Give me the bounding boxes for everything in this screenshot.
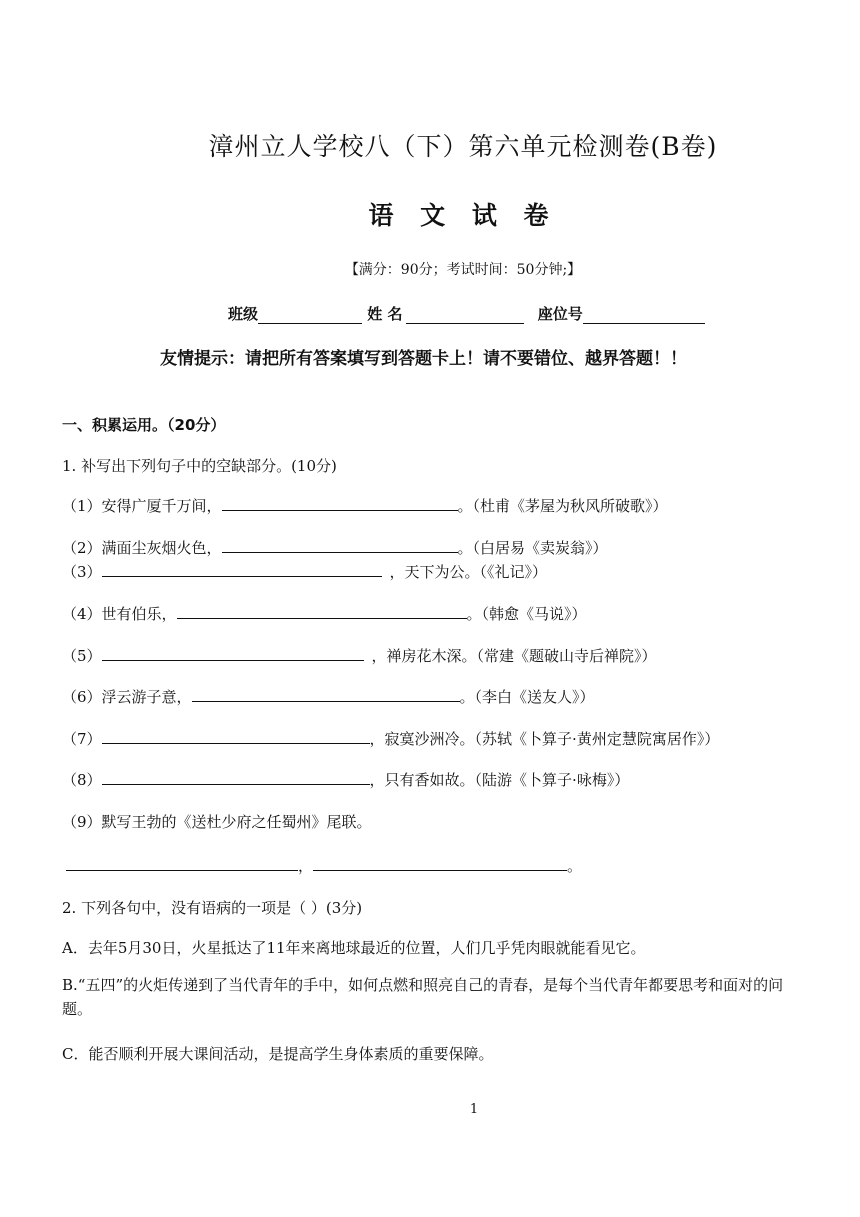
name-blank[interactable]	[406, 309, 524, 324]
fill-item-9-answer: ， 。	[66, 855, 582, 876]
fill-item-8: （8） ，只有香如故。（陆游《卜算子·咏梅》）	[62, 771, 630, 789]
section-title: 一、积累运用。（20分）	[62, 416, 226, 434]
question-2-prompt: 2. 下列各句中，没有语病的一项是（ ）(3分)	[62, 899, 363, 917]
answer-blank[interactable]	[102, 562, 382, 577]
answer-blank[interactable]	[222, 538, 458, 553]
answer-blank[interactable]	[313, 856, 567, 871]
answer-blank[interactable]	[192, 687, 460, 702]
class-blank[interactable]	[258, 309, 362, 324]
seat-label: 座位号	[537, 305, 583, 323]
fill-item-2: （2）满面尘灰烟火色， 。（白居易《卖炭翁》）	[62, 539, 608, 557]
question-1-prompt: 1. 补写出下列句子中的空缺部分。(10分)	[62, 457, 337, 475]
friendly-tip: 友情提示：请把所有答案填写到答题卡上！请不要错位、越界答题！！	[160, 349, 687, 369]
answer-blank[interactable]	[102, 729, 370, 744]
class-label: 班级	[228, 305, 259, 323]
answer-blank[interactable]	[66, 856, 298, 871]
fill-item-6: （6）浮云游子意， 。（李白《送友人》）	[62, 688, 595, 706]
exam-title: 漳州立人学校八（下）第六单元检测卷(B卷)	[208, 132, 718, 161]
answer-blank[interactable]	[102, 770, 370, 785]
fill-item-5: （5） ，禅房花木深。（常建《题破山寺后禅院》）	[62, 647, 657, 665]
option-b: B.“五四”的火炬传递到了当代青年的手中，如何点燃和照亮自己的青春，是每个当代青年都要思考和面对的问题。	[62, 976, 784, 1018]
fill-item-1: （1）安得广厦千万间， 。（杜甫《茅屋为秋风所破歌》）	[62, 497, 668, 515]
fill-item-9: （9）默写王勃的《送杜少府之任蜀州》尾联。	[62, 813, 372, 831]
fill-item-4: （4）世有伯乐， 。（韩愈《马说》）	[62, 605, 587, 623]
student-fields	[228, 303, 705, 324]
option-c: C．能否顺利开展大课间活动，是提高学生身体素质的重要保障。	[62, 1045, 494, 1063]
page-number: 1	[469, 1102, 479, 1117]
seat-blank[interactable]	[583, 309, 705, 324]
fill-item-7: （7） ，寂寞沙洲冷。（苏轼《卜算子·黄州定慧院寓居作》）	[62, 730, 720, 748]
answer-blank[interactable]	[177, 604, 467, 619]
fill-item-3: （3） ，天下为公。（《礼记》）	[62, 563, 548, 581]
exam-info: 【满分：90分；考试时间：50分钟;】	[344, 262, 582, 278]
answer-blank[interactable]	[222, 496, 458, 511]
option-a: A．去年5月30日，火星抵达了11年来离地球最近的位置，人们几乎凭肉眼就能看见它。	[62, 939, 646, 957]
name-label: 姓 名	[367, 305, 403, 323]
answer-blank[interactable]	[102, 646, 364, 661]
exam-subtitle: 语 文 试 卷	[368, 201, 558, 230]
